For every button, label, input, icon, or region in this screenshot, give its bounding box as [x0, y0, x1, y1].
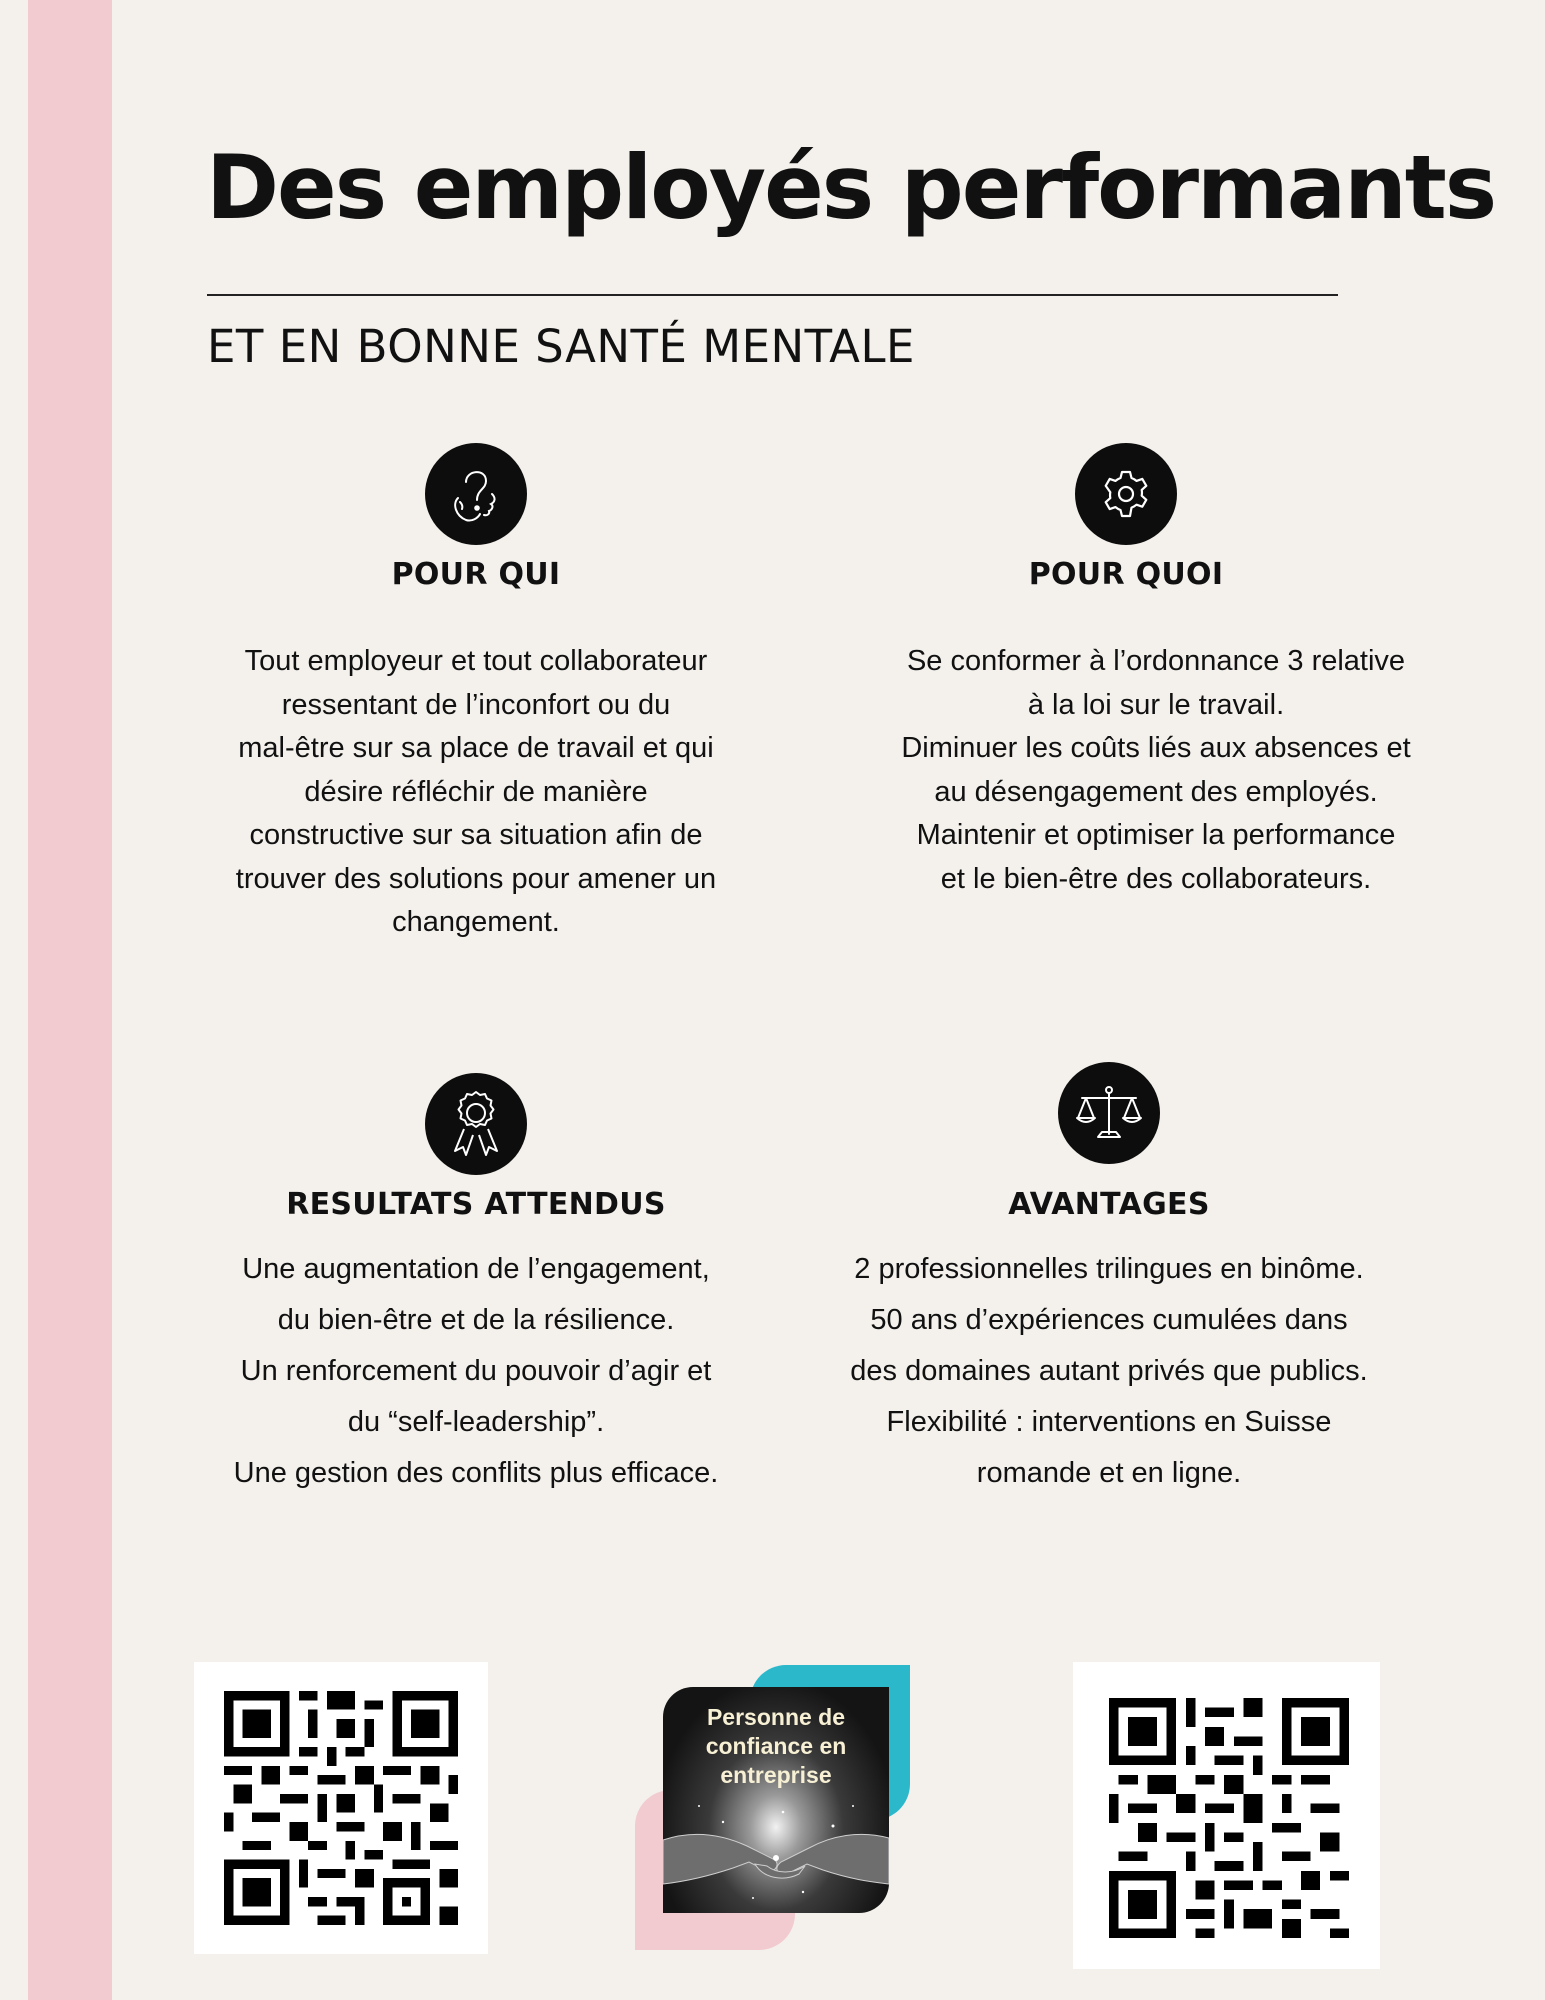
handshake-image — [663, 1687, 889, 1913]
trust-person-logo — [635, 1665, 910, 1950]
qr-code-right[interactable] — [1073, 1662, 1380, 1969]
page-subtitle: ET EN BONNE SANTÉ MENTALE — [207, 320, 915, 373]
logo-text: Personne de confiance en entreprise — [705, 1704, 847, 1788]
section-heading: POUR QUOI — [1028, 557, 1224, 592]
qr-code-icon — [1109, 1698, 1349, 1938]
page-title: Des employés performants — [206, 136, 1496, 239]
award-ribbon-icon — [425, 1073, 527, 1175]
decorative-side-bar — [28, 0, 112, 2000]
scales-icon — [1058, 1062, 1160, 1164]
section-heading: AVANTAGES — [1008, 1187, 1210, 1222]
gear-icon — [1075, 443, 1177, 545]
section-body: 2 professionnelles trilingues en binôme. 50 ans d’expériences cumulées dans des domaines autant privés que publics. Flexibilité : interventions en Suisse romande et en ligne. — [850, 1253, 1368, 1489]
section-avantages — [809, 1062, 1409, 1499]
section-body: Tout employeur et tout collaborateur ressentant de l’inconfort ou du mal-être sur sa place de travail et qui désire réfléchir de manière constructive sur sa situation afin de trouver des solutions pour amener un changement. — [235, 645, 717, 938]
question-head-icon — [425, 443, 527, 545]
section-body: Une augmentation de l’engagement, du bien-être et de la résilience. Un renforcement du pouvoir d’agir et du “self-leadership”. Une gestion des conflits plus efficace. — [233, 1253, 719, 1489]
qr-code-icon — [224, 1691, 458, 1925]
section-body: Se conformer à l’ordonnance 3 relative à la loi sur le travail. Diminuer les coûts liés aux absences et au désengagement des employés. Maintenir et optimiser la performance et le bien-être des collaborateurs. — [901, 645, 1411, 895]
section-pour-qui — [176, 443, 776, 945]
section-heading: POUR QUI — [391, 557, 561, 592]
section-pour-quoi — [826, 443, 1426, 901]
title-divider — [207, 294, 1338, 296]
section-resultats-attendus — [176, 1073, 776, 1499]
qr-code-left[interactable] — [194, 1662, 488, 1954]
section-heading: RESULTATS ATTENDUS — [286, 1187, 666, 1222]
handshake-icon — [663, 1782, 889, 1913]
